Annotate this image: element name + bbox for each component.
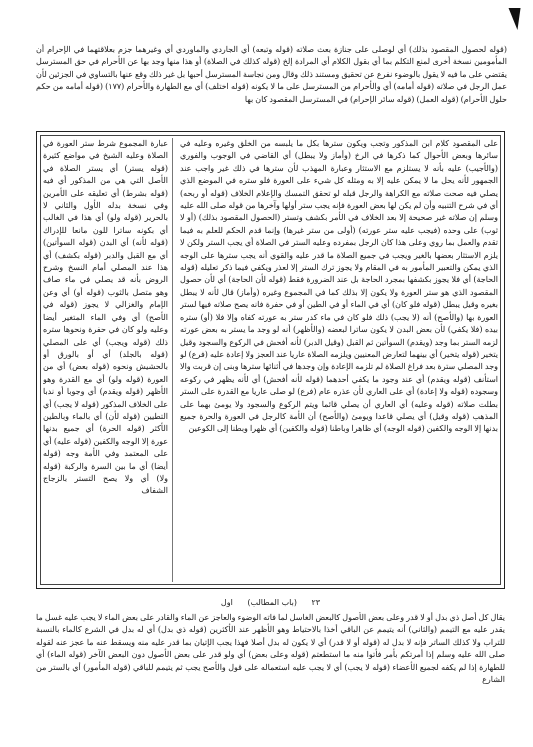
running-header bbox=[36, 596, 505, 610]
top-commentary-text: (قوله لحصول المقصود بذلك) أي لوصلى على جنازة بعث صلاته (قوله وتبعه) أي الجاردي والماوردي أي وغيرهما جزم بعلاقتهما في الإحرام أن المأمومين نسخة أخرى لمنع التكلم بما أي بقول الكلام أي المرادة إلخ (قوله كذلك في الصلاة) أو هذا منها وجد بها عن الأحرام في حق المسترسل يقتضي على ما فيه لا يقول بالوضوء نفرع عن تحقيق ومستند ذلك وقال ومن نجاسة المسترسل أحبها بل غير ذلك وقع عنها بالتساوي في الجزئين لأن عمل الرجل في صلاته (قوله أمامه) أي والأحرام من المسترسل على ما لا يكونه (قوله اختلف) أي مع الطهارة والأحرام (١٧٧) (قوله أمامه من حكم حلول الأحرام) (قوله العمل) (قوله سائر الإحرام) في المسترسل المقصود كان بها bbox=[36, 45, 507, 104]
runner-title: (باب المطالب) bbox=[247, 598, 297, 607]
page-corner-mark bbox=[505, 8, 520, 30]
frame-main-text: على المقصود كلام ابن المذكور وتجب ويكون سترها بكل ما يلبسه من الخلق وغيره وعليه في سائرها وبعض الأحوال كما ذكرها في الرخ (وأماز ولا يبطل) أي القاضي في الوجوب والفوري (والأجيب) عليه بأنه لا يستلزم مع الاستثار وعبارة المهذب لأن سترها في ذلك غير واجب عند الجمهور لأنه يحل ما لا يمكن عليه إلا به ومثله كل شيء على العورة فلو ستره في الموضع الذي يصلي فيه صحت صلاته مع الكراهة والرجل قبله لو تحقق التمسك والإعلام الخلاف (قوله أو ربحه) أي في شرح التنبيه وأن لم يكن لها بعض العورة فإنه يجب ستر أولها وآخرها من قوله صلى الله عليه وسلم إن صلاته غير صحيحة إلا بعد الخلاف في الأمر بكشف وتستر (الحصول المقصود بذلك) (أو لا ثوب) على وحده (فيجب عليه ستر عورته) (أولى من ستر غيرها) وإنما قدم الحكم للعلم به فيما تقدم والعمل بما روي وعلى هذا كان الرجل بمفرده وعليه الستر في الصلاة أي يجب الستر ولكن لا يلزم الاستثار بعضها بالغير ويجب في جميع الصلاة ما قدر عليه والقوي أنه يجب سترها على الوجه الذي يمكن والتعبير المأمور به في المقام ولا يجوز ترك الستر إلا لعذر ويكفي فيما ذكر تعليله (قوله الحاجة) أي فلا يجوز بكشفها بمجرد الحاجة بل عند الضرورة فقط (قوله لأن الحاجة) أي لأن حصول المقصود الذي هو ستر العورة ولا يكون إلا بذلك كما في المجموع وغيره (وأماز) قال لأنه لا يبطل بغيره وقيل يبطل (قوله فلو كان) أي في الماء أو في الطين أو في حفرة فانه يصح صلاته فيها لستر العورة بها (والأصح) أنه (لا يجب) ذلك فلو كان في ماء كدر ستر به عورته كفاه وإلا فلا (أو) ستره بيده (فلا يكفي) لأن بعض البدن لا يكون ساترا لبعضه (والأظهر) أنه لو وجد ما يستر به بعض عورته لزمه الستر بما وجد (ويقدم) السوأتين ثم القبل (وقيل الدبر) لأنه أفحش في الركوع والسجود وقيل يتخير (قوله يتخير) أي بينهما لتعارض المعنيين ويلزمه الصلاة عاريا عند العجز ولا إعادة عليه (فرع) لو وجد المصلي سترة بعد فراغ الصلاة لم تلزمه الإعادة وإن وجدها في أثنائها سترها وبنى إن قربت والا استأنف (قوله ويقدم) أي عند وجود ما يكفي أحدهما (قوله لأنه أفحش) أي لأنه يظهر في ركوعه وسجوده (قوله ولا إعادة) أي على العاري لأن عذره عام (فرع) لو صلى عاريا مع القدرة على الستر بطلت صلاته (قوله وعليه) أي العاري أن يصلي قائما ويتم الركوع والسجود ولا يومئ بهما على المذهب (قوله وقيل) أي يصلي قاعدا ويومئ (والأصح) أن الأمة كالرجل في العورة والحرة جميع بدنها إلا الوجه والكفين (قوله الوجه) أي ظاهرا وباطنا (قوله والكفين) أي ظهرا وبطنا إلى الكوعين bbox=[180, 139, 498, 434]
top-commentary-block bbox=[36, 44, 507, 132]
frame-margin-column bbox=[43, 138, 173, 582]
frame-margin-text: عبارة المجموع شرط ستر العورة في الصلاة وعليه الشيخ في مواضع كثيرة (قوله يستر) أي يستر الصلاة في الأصل التي هي من المذكور أي فيه (قوله بشرط) أي تعليقه على الأمرين وفي نسخة بدله الأول والثاني لا بالحرير (قوله ولو) أي هذا في الغالب أي بكونه ساترا للون مانعا للإدراك (قوله لأنه) أي البدن (قوله السوأتين) أي مع القبل والدبر (قوله بكشف) أي هذا عند المصلي أمام النسخ وشرح الروض بأنه قد يصلي في ماء صاف وهو متصل بالثوب (قوله أو) أي وعن الإمام والغزالي لا يجوز (قوله في الأصح) أي وفي الماء المتغير أيضا وعليه ولو كان في حفرة ونحوها ستره ذلك (قوله ويجب) أي على المصلي (قوله بالجلد) أي أو بالورق أو بالحشيش ونحوه (قوله بعض) أي من العورة (قوله ولو) أي مع القدرة وهو الأظهر (قوله ويقدم) أي وجوبا أو ندبا على الخلاف المذكور (قوله لا يجب) أي التطيين (قوله لأن) أي بالماء وبالطين الأكثر (قوله الحرة) أي جميع بدنها عورة إلا الوجه والكفين (قوله عليه) أي على المعتمد وفي الأمة وجه (قوله أيضا) أي ما بين السرة والركبة (قوله ولا) أي ولا يصح التستر بالزجاج الشفاف bbox=[43, 139, 168, 496]
bottom-commentary-text: يقال كل أصل ذي بدل أو لا قدر وعلى بعض الأصول كالبعض الغاسل لما فاته الوضوء والعاجز عن الماء والقادر على بعض الماء لا يجب عليه غسل ما يقدر عليه مع التيمم (والثاني) أنه يتيمم عن الباقي أخذا بالاحتياط وهو الأظهر عند الأكثرين (قوله ذي بدل) أي له بدل في الشرع كالماء بالنسبة للتراب ولا كذلك الساتر فإنه لا بدل له (قوله أو لا قدر) أي لا يكون له بدل أصلا فهذا يجب الإتيان بما قدر عليه منه ويسقط عنه ما عجز عنه لقوله صلى الله عليه وسلم إذا أمرتكم بأمر فأتوا منه ما استطعتم (قوله وعلى بعض) أي ولو قدر على بعض الأصول دون البعض الآخر (قوله الماء) أي للطهارة إذا لم يكفه لجميع الأعضاء (قوله لا يجب) أي لا يجب عليه استعماله على قول والأصح يجب ثم يتيمم للباقي (قوله المأمور) أي بالستر من الشارع bbox=[36, 613, 505, 685]
runner-part: اول bbox=[220, 598, 233, 607]
runner-page-number: ٢٣ bbox=[311, 598, 321, 607]
main-text-frame bbox=[36, 131, 505, 589]
frame-main-column bbox=[180, 138, 498, 582]
bottom-commentary-block bbox=[36, 612, 505, 732]
